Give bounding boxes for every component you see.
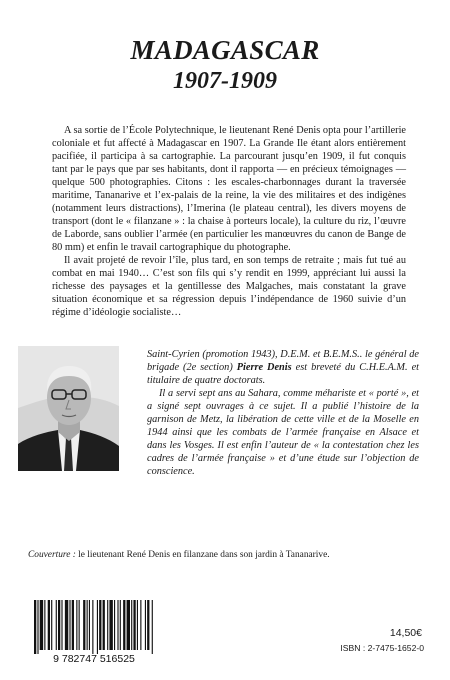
summary-paragraph-1: A sa sortie de l’École Polytechnique, le lieutenant René Denis opta pour l’artillerie coloniale et fut affecté à Madagascar en 1907. La Grande Ile étant alors entièrement pacifiée, il participa à sa cartographie. La parcourant jusqu’en 1909, il fut conquis tant par le pays que par ses habitants, dont il rapporta — en précieux témoignages — quelque 500 photographies. Citons : les escales-charbonnages durant la traversée maritime, Tananarive et l’ex-palais de la reine, la vie des militaires et des indigènes (notamment leurs distractions), l’Imerina (le plateau central), les divers moyens de transport (dont le « filanzane » : la chaise à porteurs locale), la culture du riz, l’œuvre de Laborde, sans oublier l’armée (en particulier les manœuvres du canon de Bange de 80 mm) et enfin le travail cartographique du photographe. <box>52 125 406 253</box>
barcode-bar <box>109 600 112 650</box>
barcode-bar <box>76 600 77 650</box>
barcode-bar <box>37 600 38 654</box>
barcode-bar <box>89 600 90 650</box>
barcode-bar <box>92 600 93 654</box>
author-portrait-drawing <box>18 346 119 471</box>
author-biography <box>147 348 419 478</box>
barcode-bar <box>51 600 52 650</box>
cover-caption-label: Couverture : <box>28 550 76 560</box>
barcode-bar <box>117 600 118 650</box>
barcode-digits: 9 782747 516525 <box>53 653 135 664</box>
summary-paragraph-2: Il avait projeté de revoir l’île, plus tard, en son temps de retraite ; mais fut tué au combat en mai 1940… C’est son fils qui s’y rendit en 1999, appréciant lui aussi la richesse des paysages et la gentillesse des Malgaches, mais constatant la grave situation économique et sa régression depuis l’indépendance de 1960 suivie d’un régime d’idéologie socialiste… <box>52 255 406 318</box>
barcode-bar <box>44 600 45 650</box>
barcode-bar <box>97 600 98 654</box>
cover-caption-text: le lieutenant René Denis en filanzane dans son jardin à Tananarive. <box>75 550 330 560</box>
barcode-bar <box>152 600 153 654</box>
author-portrait <box>18 346 119 471</box>
barcode-bar <box>103 600 105 650</box>
barcode-bar <box>137 600 138 650</box>
barcode-bar <box>123 600 125 650</box>
author-bio-rest: est breveté du C.H.E.A.M. et titulaire de quatre doctorats. <box>147 362 420 386</box>
barcode-bar <box>61 600 62 650</box>
price-label: 14,50€ <box>389 627 422 639</box>
barcode-bars <box>34 600 153 654</box>
barcode-bar <box>147 600 149 650</box>
author-bio-paragraph-2: Il a servi sept ans au Sahara, comme méhariste et « porté », et a signé sept ouvrages à ce sujet. Il a publié l’histoire de la garnison de Metz, la libération de cette ville et de la Moselle en 1944 ainsi que les combats de l’armée française en Alsace et dans les Vosges. Il est enfin l’auteur de « la contestation chez les cadres de l’armée française » et d’une étude sur l’objection de conscience. <box>147 388 419 477</box>
barcode-bar <box>34 600 36 654</box>
author-bio-intro: Saint-Cyrien (promotion 1943), D.E.M. et B.E.M.S.. le général de brigade (2e section) <box>147 349 419 373</box>
barcode-bar <box>79 600 80 650</box>
barcode-bar <box>58 600 60 650</box>
isbn-label: ISBN : 2-7475-1652-0 <box>340 643 424 653</box>
barcode-bar <box>87 600 88 650</box>
author-bio-paragraph-1 <box>147 348 419 387</box>
cover-caption <box>28 549 428 561</box>
barcode-bar <box>72 600 74 650</box>
barcode-bar <box>127 600 130 650</box>
isbn-barcode <box>26 598 162 664</box>
barcode-bar <box>107 600 108 650</box>
barcode-bar <box>56 600 57 650</box>
author-name: Pierre Denis <box>236 362 292 373</box>
barcode-bar <box>40 600 43 650</box>
barcode-bar <box>69 600 70 650</box>
barcode-bar <box>65 600 68 650</box>
barcode-bar <box>83 600 85 650</box>
book-title: MADAGASCAR <box>130 35 320 65</box>
barcode-bar <box>140 600 141 650</box>
barcode-bar <box>99 600 101 650</box>
back-cover-summary <box>52 124 406 319</box>
barcode-bar <box>120 600 121 650</box>
barcode-bar <box>48 600 50 650</box>
barcode-bar <box>114 600 115 650</box>
barcode-bar <box>145 600 146 650</box>
barcode-bar <box>133 600 135 650</box>
barcode-bar <box>131 600 132 650</box>
book-years: 1907-1909 <box>173 68 277 94</box>
